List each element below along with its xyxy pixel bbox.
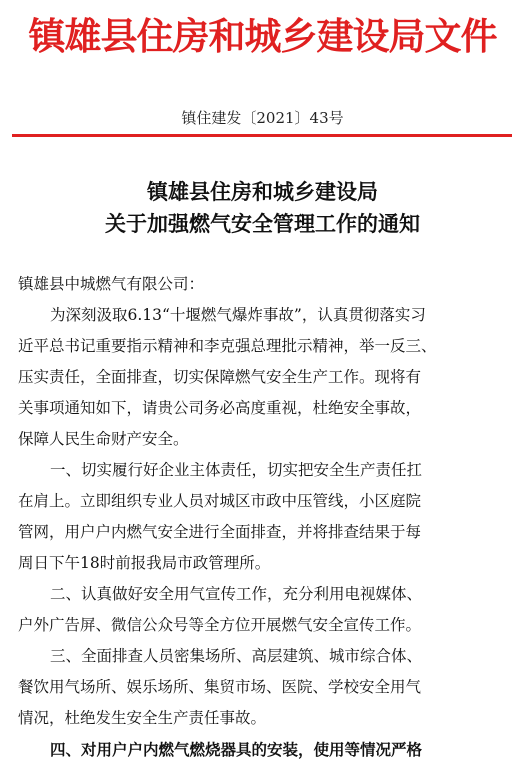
notice-title-line-1: 镇雄县住房和城乡建设局 bbox=[147, 179, 378, 204]
body-line: 在肩上。立即组织专业人员对城区市政中压管线，小区庭院 bbox=[18, 492, 422, 510]
document-header-title: 镇雄县住房和城乡建设局文件 bbox=[28, 15, 497, 58]
body-line: 户外广告屏、微信公众号等全方位开展燃气安全宣传工作。 bbox=[18, 616, 422, 634]
body-line: 关事项通知如下，请贵公司务必高度重视，杜绝安全事故， bbox=[18, 399, 422, 417]
body-line-recipient: 镇雄县中城燃气有限公司： bbox=[18, 275, 205, 293]
document-number: 镇住建发〔2021〕43号 bbox=[181, 109, 344, 127]
body-line: 情况，杜绝发生安全生产责任事故。 bbox=[18, 709, 267, 727]
body-line-section-2: 二、认真做好安全用气宣传工作，充分利用电视媒体、 bbox=[50, 585, 423, 603]
body-line: 近平总书记重要指示精神和李克强总理批示精神，举一反三、 bbox=[18, 337, 437, 355]
body-line-section-1: 一、切实履行好企业主体责任，切实把安全生产责任扛 bbox=[50, 461, 423, 479]
body-line-section-3: 三、全面排查人员密集场所、高层建筑、城市综合体、 bbox=[50, 647, 423, 665]
body-line: 管网，用户户内燃气安全进行全面排查，并将排查结果于每 bbox=[18, 523, 422, 541]
body-line: 压实责任，全面排查，切实保障燃气安全生产工作。现将有 bbox=[18, 368, 422, 386]
red-header-rule bbox=[12, 134, 512, 137]
body-line: 保障人民生命财产安全。 bbox=[18, 430, 189, 448]
body-line-section-4: 四、对用户户内燃气燃烧器具的安装，使用等情况严格 bbox=[50, 740, 423, 759]
notice-title bbox=[0, 176, 525, 240]
body-line: 周日下午18时前报我局市政管理所。 bbox=[18, 554, 271, 572]
body-line: 餐饮用气场所、娱乐场所、集贸市场、医院、学校安全用气 bbox=[18, 678, 422, 696]
notice-title-line-2: 关于加强燃气安全管理工作的通知 bbox=[105, 211, 420, 236]
body-line: 为深刻汲取6.13“十堰燃气爆炸事故”，认真贯彻落实习 bbox=[50, 306, 426, 324]
notice-body bbox=[18, 269, 510, 765]
